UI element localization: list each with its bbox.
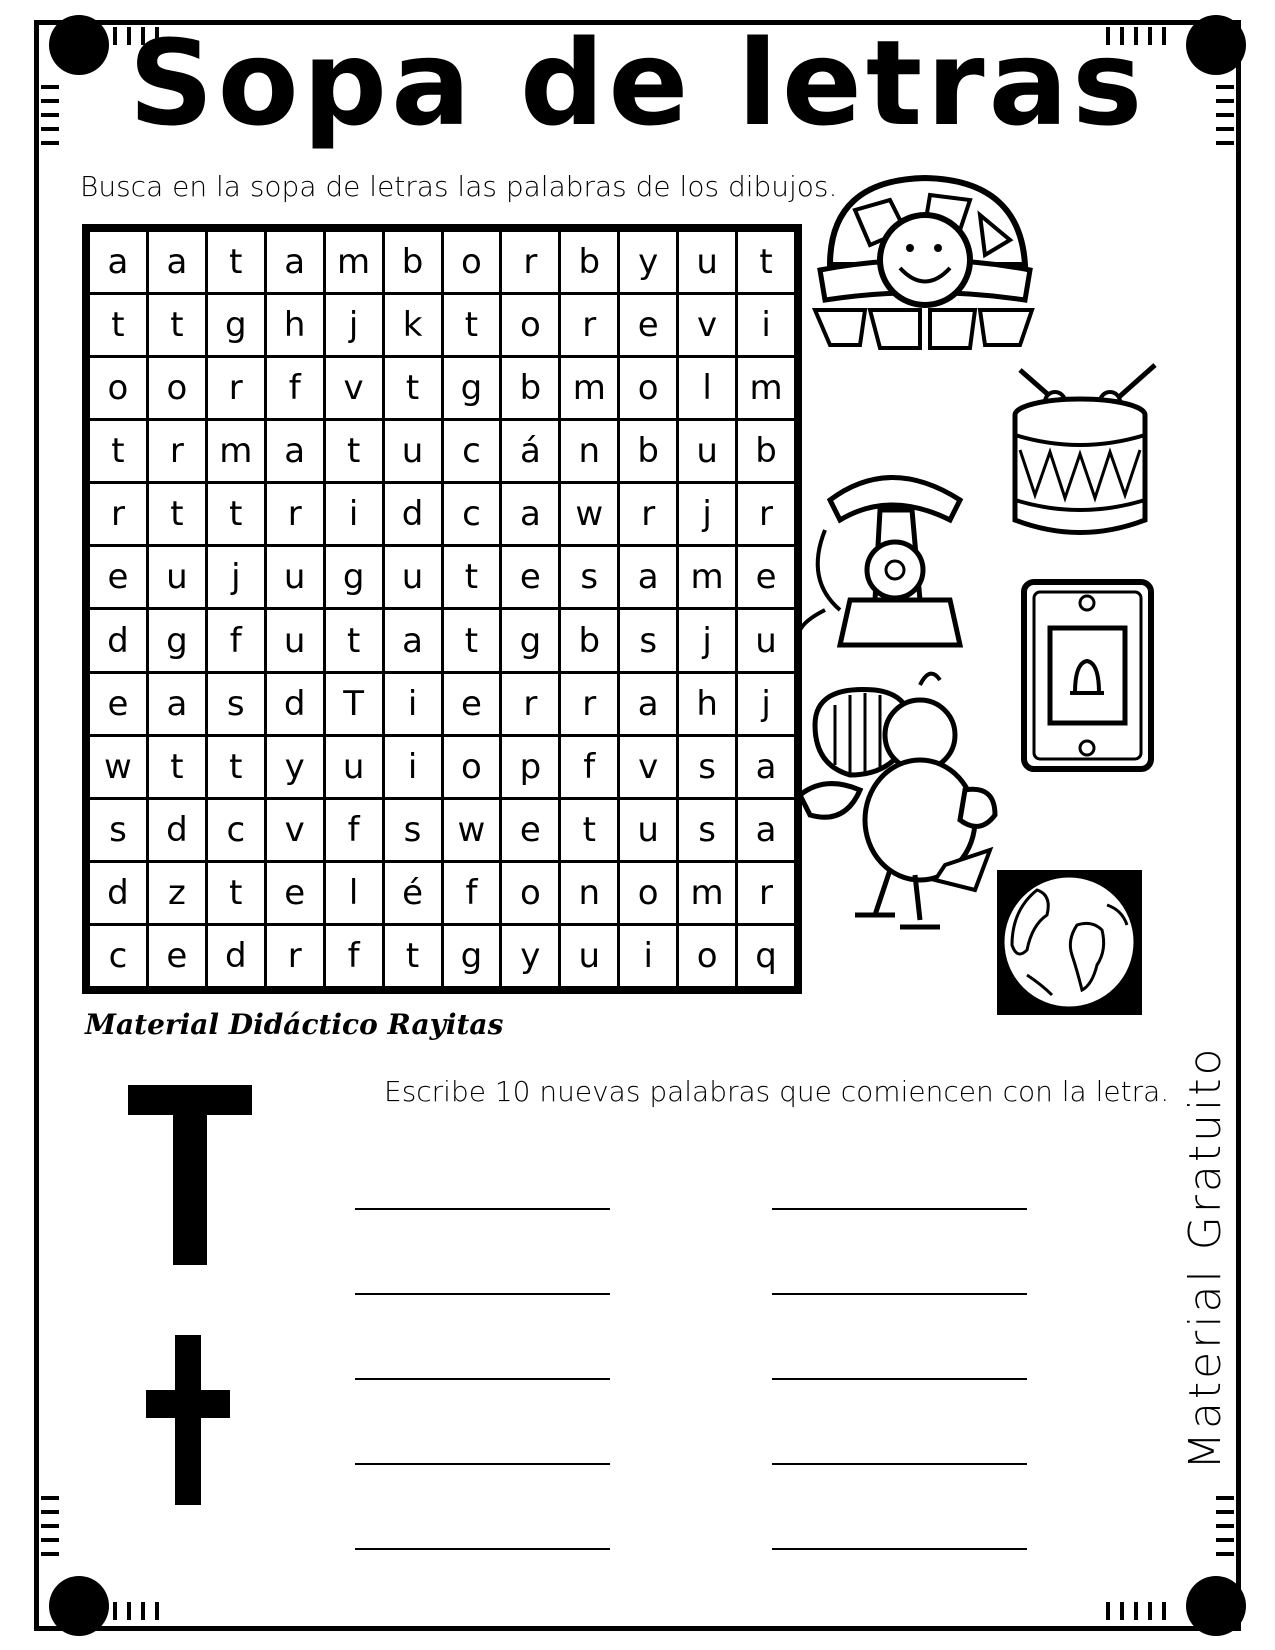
grid-cell[interactable]: e xyxy=(149,926,205,986)
grid-cell[interactable]: o xyxy=(620,358,676,418)
grid-cell[interactable]: y xyxy=(267,737,323,797)
grid-cell[interactable]: a xyxy=(149,674,205,734)
grid-cell[interactable]: t xyxy=(208,863,264,923)
earth-icon xyxy=(997,870,1142,1015)
telephone-icon xyxy=(800,460,985,650)
grid-cell[interactable]: t xyxy=(738,232,794,292)
grid-cell[interactable]: t xyxy=(208,484,264,544)
grid-cell[interactable]: m xyxy=(208,421,264,481)
page-title: Sopa de letras xyxy=(128,14,1147,152)
grid-cell[interactable]: z xyxy=(149,863,205,923)
grid-cell[interactable]: t xyxy=(385,926,441,986)
grid-cell[interactable]: o xyxy=(502,863,558,923)
grid-cell[interactable]: e xyxy=(620,295,676,355)
grid-cell[interactable]: u xyxy=(267,547,323,607)
grid-cell[interactable]: s xyxy=(561,547,617,607)
grid-cell[interactable]: g xyxy=(149,610,205,670)
grid-cell[interactable]: t xyxy=(90,421,146,481)
grid-cell[interactable]: g xyxy=(444,926,500,986)
grid-cell[interactable]: g xyxy=(208,295,264,355)
frame-ticks xyxy=(99,1602,169,1624)
doorbell-switch-icon xyxy=(1020,578,1155,773)
grid-cell[interactable]: u xyxy=(149,547,205,607)
grid-cell[interactable]: i xyxy=(738,295,794,355)
grid-cell[interactable]: a xyxy=(267,421,323,481)
writing-line[interactable] xyxy=(355,1378,610,1380)
grid-cell[interactable]: n xyxy=(561,421,617,481)
grid-cell[interactable]: r xyxy=(267,926,323,986)
corner-circle xyxy=(1186,1576,1246,1636)
grid-cell[interactable]: t xyxy=(385,358,441,418)
grid-cell[interactable]: d xyxy=(385,484,441,544)
writing-line[interactable] xyxy=(355,1293,610,1295)
grid-cell[interactable]: o xyxy=(679,926,735,986)
grid-cell[interactable]: u xyxy=(385,421,441,481)
grid-cell[interactable]: f xyxy=(561,737,617,797)
grid-cell[interactable]: y xyxy=(620,232,676,292)
grid-cell[interactable]: T xyxy=(326,674,382,734)
grid-cell[interactable]: f xyxy=(326,926,382,986)
grid-cell[interactable]: w xyxy=(561,484,617,544)
grid-cell[interactable]: c xyxy=(208,800,264,860)
grid-cell[interactable]: á xyxy=(502,421,558,481)
grid-cell[interactable]: t xyxy=(208,737,264,797)
grid-cell[interactable]: a xyxy=(90,232,146,292)
grid-cell[interactable]: e xyxy=(738,547,794,607)
grid-cell[interactable]: b xyxy=(738,421,794,481)
frame-ticks xyxy=(1216,1496,1234,1566)
grid-cell[interactable]: u xyxy=(267,610,323,670)
grid-cell[interactable]: l xyxy=(679,358,735,418)
grid-cell[interactable]: f xyxy=(444,863,500,923)
grid-cell[interactable]: m xyxy=(738,358,794,418)
grid-cell[interactable]: o xyxy=(502,295,558,355)
grid-cell[interactable]: u xyxy=(326,737,382,797)
grid-cell[interactable]: b xyxy=(385,232,441,292)
word-search-grid xyxy=(82,224,802,994)
search-instruction: Busca en la sopa de letras las palabras de los dibujos. xyxy=(80,170,838,203)
grid-cell[interactable]: u xyxy=(679,232,735,292)
grid-cell[interactable]: u xyxy=(561,926,617,986)
grid-cell[interactable]: n xyxy=(561,863,617,923)
grid-cell[interactable]: e xyxy=(444,674,500,734)
grid-cell[interactable]: r xyxy=(267,484,323,544)
grid-cell[interactable]: r xyxy=(208,358,264,418)
writing-line[interactable] xyxy=(772,1548,1027,1550)
grid-cell[interactable]: m xyxy=(679,547,735,607)
grid-cell[interactable]: u xyxy=(385,547,441,607)
uppercase-letter xyxy=(128,1085,252,1265)
grid-cell[interactable]: s xyxy=(679,800,735,860)
grid-cell[interactable]: g xyxy=(502,610,558,670)
grid-cell[interactable]: r xyxy=(738,863,794,923)
credit-text: Material Didáctico Rayitas xyxy=(85,1008,504,1041)
vertical-side-text: Material Gratuito xyxy=(1180,1045,1231,1470)
grid-cell[interactable]: f xyxy=(208,610,264,670)
grid-cell[interactable]: t xyxy=(149,484,205,544)
writing-line[interactable] xyxy=(355,1463,610,1465)
lowercase-letter xyxy=(146,1335,230,1505)
grid-cell[interactable]: t xyxy=(326,610,382,670)
grid-cell[interactable]: s xyxy=(679,737,735,797)
grid-cell[interactable]: k xyxy=(385,295,441,355)
grid-cell[interactable]: i xyxy=(385,737,441,797)
grid-cell[interactable]: o xyxy=(90,358,146,418)
grid-cell[interactable]: e xyxy=(90,674,146,734)
grid-cell[interactable]: p xyxy=(502,737,558,797)
writing-line[interactable] xyxy=(772,1293,1027,1295)
grid-cell[interactable]: t xyxy=(444,610,500,670)
drum-icon xyxy=(1000,360,1165,550)
grid-cell[interactable]: r xyxy=(90,484,146,544)
grid-cell[interactable]: b xyxy=(620,421,676,481)
grid-cell[interactable]: i xyxy=(385,674,441,734)
grid-cell[interactable]: b xyxy=(561,232,617,292)
grid-cell[interactable]: a xyxy=(620,674,676,734)
grid-cell[interactable]: h xyxy=(679,674,735,734)
grid-cell[interactable]: r xyxy=(738,484,794,544)
grid-cell[interactable]: u xyxy=(679,421,735,481)
grid-cell[interactable]: s xyxy=(620,610,676,670)
grid-cell[interactable]: m xyxy=(679,863,735,923)
grid-cell[interactable]: h xyxy=(267,295,323,355)
grid-cell[interactable]: a xyxy=(267,232,323,292)
grid-cell[interactable]: t xyxy=(444,295,500,355)
grid-cell[interactable]: s xyxy=(385,800,441,860)
grid-cell[interactable]: u xyxy=(620,800,676,860)
grid-cell[interactable]: u xyxy=(738,610,794,670)
grid-cell[interactable]: t xyxy=(444,547,500,607)
grid-cell[interactable]: v xyxy=(620,737,676,797)
grid-cell[interactable]: d xyxy=(267,674,323,734)
grid-cell[interactable]: e xyxy=(502,547,558,607)
write-instruction: Escribe 10 nuevas palabras que comiencen con la letra. xyxy=(384,1075,1170,1108)
grid-cell[interactable]: a xyxy=(738,800,794,860)
grid-cell[interactable]: a xyxy=(502,484,558,544)
grid-cell[interactable]: j xyxy=(738,674,794,734)
toucan-icon xyxy=(795,665,1000,940)
writing-line[interactable] xyxy=(772,1378,1027,1380)
grid-cell[interactable]: o xyxy=(444,737,500,797)
writing-line[interactable] xyxy=(355,1208,610,1210)
grid-cell[interactable]: w xyxy=(90,737,146,797)
grid-cell[interactable]: c xyxy=(444,484,500,544)
grid-cell[interactable]: w xyxy=(444,800,500,860)
grid-cell[interactable]: g xyxy=(326,547,382,607)
writing-line[interactable] xyxy=(772,1463,1027,1465)
grid-cell[interactable]: e xyxy=(267,863,323,923)
grid-cell[interactable]: q xyxy=(738,926,794,986)
grid-cell[interactable]: j xyxy=(679,610,735,670)
grid-cell[interactable]: d xyxy=(208,926,264,986)
grid-cell[interactable]: v xyxy=(326,358,382,418)
grid-cell[interactable]: v xyxy=(267,800,323,860)
grid-cell[interactable]: t xyxy=(90,295,146,355)
grid-cell[interactable]: b xyxy=(502,358,558,418)
grid-cell[interactable]: e xyxy=(502,800,558,860)
grid-cell[interactable]: s xyxy=(208,674,264,734)
grid-cell[interactable]: c xyxy=(444,421,500,481)
grid-cell[interactable]: t xyxy=(149,737,205,797)
grid-cell[interactable]: v xyxy=(679,295,735,355)
grid-cell[interactable]: r xyxy=(620,484,676,544)
grid-cell[interactable]: r xyxy=(561,674,617,734)
grid-cell[interactable]: m xyxy=(561,358,617,418)
grid-cell[interactable]: j xyxy=(326,295,382,355)
frame-ticks xyxy=(41,1496,59,1566)
grid-cell[interactable]: a xyxy=(738,737,794,797)
grid-cell[interactable]: t xyxy=(208,232,264,292)
turtle-icon xyxy=(810,170,1040,350)
grid-cell[interactable]: a xyxy=(149,232,205,292)
grid-cell[interactable]: a xyxy=(385,610,441,670)
grid-cell[interactable]: é xyxy=(385,863,441,923)
writing-line[interactable] xyxy=(355,1548,610,1550)
grid-cell[interactable]: r xyxy=(502,674,558,734)
grid-cell[interactable]: j xyxy=(208,547,264,607)
grid-cell[interactable]: i xyxy=(620,926,676,986)
writing-line[interactable] xyxy=(772,1208,1027,1210)
grid-cell[interactable]: f xyxy=(326,800,382,860)
grid-cell[interactable]: o xyxy=(444,232,500,292)
grid-cell[interactable]: t xyxy=(561,800,617,860)
grid-cell[interactable]: c xyxy=(90,926,146,986)
frame-ticks xyxy=(1106,1602,1176,1624)
grid-cell[interactable]: e xyxy=(90,547,146,607)
grid-cell[interactable]: r xyxy=(502,232,558,292)
grid-cell[interactable]: m xyxy=(326,232,382,292)
grid-cell[interactable]: t xyxy=(326,421,382,481)
grid-cell[interactable]: b xyxy=(561,610,617,670)
grid-cell[interactable]: g xyxy=(444,358,500,418)
grid-cell[interactable]: o xyxy=(620,863,676,923)
grid-cell[interactable]: a xyxy=(620,547,676,607)
grid-cell[interactable]: s xyxy=(90,800,146,860)
grid-cell[interactable]: i xyxy=(326,484,382,544)
grid-cell[interactable]: l xyxy=(326,863,382,923)
grid-cell[interactable]: o xyxy=(149,358,205,418)
grid-cell[interactable]: d xyxy=(90,610,146,670)
grid-cell[interactable]: t xyxy=(149,295,205,355)
grid-cell[interactable]: r xyxy=(149,421,205,481)
grid-cell[interactable]: d xyxy=(149,800,205,860)
grid-cell[interactable]: y xyxy=(502,926,558,986)
grid-cell[interactable]: j xyxy=(679,484,735,544)
grid-cell[interactable]: f xyxy=(267,358,323,418)
grid-cell[interactable]: r xyxy=(561,295,617,355)
grid-cell[interactable]: d xyxy=(90,863,146,923)
